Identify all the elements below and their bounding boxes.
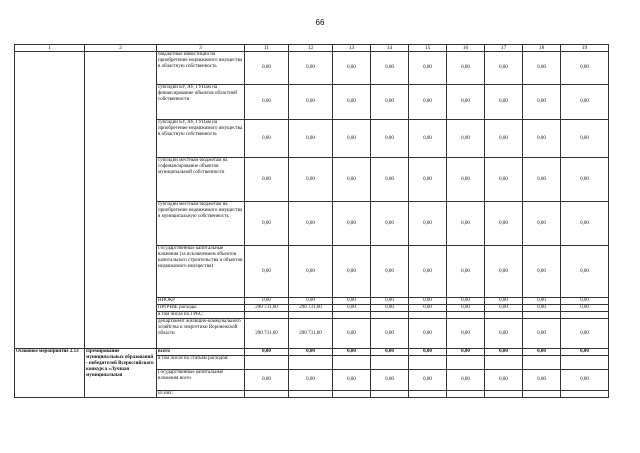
column-header: 11 xyxy=(245,45,289,52)
value-cell: 0,00 xyxy=(245,120,289,158)
row-label: субсидии местным бюджетам на софинансирование объектов муниципальной собственности xyxy=(157,158,245,202)
row-label: из них: xyxy=(157,391,245,398)
row-label: ПРОЧИЕ расходы xyxy=(157,305,245,312)
row-label: субсидии БУ, АУ, ГУПам на приобретение недвижимого имущества в областную собственность xyxy=(157,120,245,158)
column-header: 16 xyxy=(447,45,485,52)
value-cell xyxy=(289,312,333,319)
column-header: 13 xyxy=(333,45,371,52)
column-header: 2 xyxy=(85,45,157,52)
value-cell: 0,00 xyxy=(333,246,371,298)
table-row xyxy=(15,349,609,356)
value-cell: 0,00 xyxy=(409,52,447,85)
value-cell: 0,00 xyxy=(333,85,371,120)
value-cell: 0,00 xyxy=(371,349,409,356)
value-cell: 0,00 xyxy=(561,158,609,202)
budget-table xyxy=(14,44,609,398)
value-cell: 0,00 xyxy=(333,120,371,158)
value-cell: 0,00 xyxy=(523,158,561,202)
value-cell: 0,00 xyxy=(333,158,371,202)
column-header: 17 xyxy=(485,45,523,52)
value-cell xyxy=(245,312,289,319)
value-cell: 0,00 xyxy=(333,319,371,349)
value-cell: 0,00 xyxy=(333,305,371,312)
value-cell: 0,00 xyxy=(561,305,609,312)
value-cell: 0,00 xyxy=(561,52,609,85)
value-cell: 0,00 xyxy=(447,85,485,120)
value-cell xyxy=(409,356,447,370)
value-cell xyxy=(333,312,371,319)
value-cell: 0,00 xyxy=(561,319,609,349)
value-cell: 0,00 xyxy=(333,52,371,85)
value-cell: 0,00 xyxy=(289,298,333,305)
value-cell: 0,00 xyxy=(485,298,523,305)
value-cell: 0,00 xyxy=(523,370,561,391)
value-cell xyxy=(371,391,409,398)
value-cell: 0,00 xyxy=(245,202,289,246)
value-cell: 0,00 xyxy=(447,349,485,356)
value-cell: 0,00 xyxy=(409,120,447,158)
value-cell: 0,00 xyxy=(409,370,447,391)
value-cell: 0,00 xyxy=(485,120,523,158)
value-cell: 0,00 xyxy=(371,52,409,85)
value-cell: 0,00 xyxy=(289,370,333,391)
value-cell: 0,00 xyxy=(447,319,485,349)
value-cell xyxy=(447,312,485,319)
column-header: 12 xyxy=(289,45,333,52)
value-cell: 290 731,60 xyxy=(289,305,333,312)
value-cell: 0,00 xyxy=(561,246,609,298)
value-cell: 0,00 xyxy=(485,305,523,312)
empty-cell xyxy=(15,52,85,349)
row-label: НИОКР xyxy=(157,298,245,305)
value-cell: 290 731,60 xyxy=(245,305,289,312)
value-cell xyxy=(447,391,485,398)
value-cell: 0,00 xyxy=(485,319,523,349)
value-cell xyxy=(289,391,333,398)
value-cell: 0,00 xyxy=(485,349,523,356)
value-cell: 0,00 xyxy=(245,85,289,120)
value-cell: 0,00 xyxy=(289,349,333,356)
value-cell xyxy=(371,312,409,319)
value-cell: 0,00 xyxy=(289,52,333,85)
column-header: 3 xyxy=(157,45,245,52)
value-cell: 0,00 xyxy=(447,246,485,298)
value-cell: 0,00 xyxy=(523,85,561,120)
value-cell: 0,00 xyxy=(485,246,523,298)
value-cell xyxy=(289,356,333,370)
value-cell: 0,00 xyxy=(333,370,371,391)
event-title: Премирование муниципальных образований - победителей Всероссийского конкурса «Лучшая муниципальная xyxy=(85,349,157,398)
value-cell: 0,00 xyxy=(371,298,409,305)
value-cell: 0,00 xyxy=(561,120,609,158)
value-cell xyxy=(523,356,561,370)
value-cell: 0,00 xyxy=(289,158,333,202)
header-row xyxy=(15,45,609,52)
value-cell xyxy=(523,391,561,398)
value-cell: 0,00 xyxy=(447,120,485,158)
value-cell: 0,00 xyxy=(523,319,561,349)
column-header: 15 xyxy=(409,45,447,52)
value-cell: 0,00 xyxy=(289,202,333,246)
value-cell: 0,00 xyxy=(523,52,561,85)
value-cell: 0,00 xyxy=(409,319,447,349)
event-code: Основное мероприятие 2.13 xyxy=(15,349,85,398)
value-cell xyxy=(485,391,523,398)
value-cell xyxy=(561,391,609,398)
value-cell: 0,00 xyxy=(485,85,523,120)
value-cell: 0,00 xyxy=(371,158,409,202)
row-label: субсидии БУ, АУ, ГУПам на финансирование объектов областной собственности xyxy=(157,85,245,120)
value-cell: 0,00 xyxy=(245,52,289,85)
value-cell: 0,00 xyxy=(561,202,609,246)
value-cell: 0,00 xyxy=(409,305,447,312)
row-label: бюджетные инвестиции на приобретение недвижимого имущества в областную собственность xyxy=(157,52,245,85)
value-cell: 0,00 xyxy=(245,298,289,305)
value-cell xyxy=(447,356,485,370)
value-cell: 0,00 xyxy=(289,120,333,158)
column-header: 18 xyxy=(523,45,561,52)
value-cell xyxy=(245,391,289,398)
value-cell: 0,00 xyxy=(485,370,523,391)
value-cell: 0,00 xyxy=(409,202,447,246)
value-cell: 0,00 xyxy=(523,349,561,356)
value-cell xyxy=(561,312,609,319)
value-cell xyxy=(409,391,447,398)
value-cell xyxy=(371,356,409,370)
value-cell: 0,00 xyxy=(409,349,447,356)
row-label: субсидии местным бюджетам на приобретение недвижимого имущества в муниципальную собственность xyxy=(157,202,245,246)
value-cell: 0,00 xyxy=(561,370,609,391)
value-cell: 0,00 xyxy=(561,85,609,120)
value-cell: 290 731,60 xyxy=(289,319,333,349)
row-label: Государственные капитальные вложения (за исключением объектов капитального строительства и объектов недвижимого имущества) xyxy=(157,246,245,298)
value-cell: 0,00 xyxy=(523,305,561,312)
value-cell: 0,00 xyxy=(245,158,289,202)
value-cell: 0,00 xyxy=(371,202,409,246)
value-cell: 0,00 xyxy=(409,246,447,298)
row-label: всего xyxy=(157,349,245,356)
value-cell: 0,00 xyxy=(485,52,523,85)
value-cell: 0,00 xyxy=(485,202,523,246)
page-number: 66 xyxy=(315,18,325,27)
value-cell: 0,00 xyxy=(561,298,609,305)
value-cell: 0,00 xyxy=(333,349,371,356)
column-header: 19 xyxy=(561,45,609,52)
value-cell xyxy=(561,356,609,370)
value-cell: 0,00 xyxy=(561,349,609,356)
value-cell: 0,00 xyxy=(371,370,409,391)
row-label: Государственные капитальные вложения всего xyxy=(157,370,245,391)
value-cell: 0,00 xyxy=(447,52,485,85)
value-cell: 0,00 xyxy=(245,349,289,356)
value-cell xyxy=(523,312,561,319)
value-cell xyxy=(485,312,523,319)
value-cell: 0,00 xyxy=(523,202,561,246)
value-cell: 0,00 xyxy=(371,120,409,158)
value-cell: 0,00 xyxy=(371,85,409,120)
value-cell: 0,00 xyxy=(409,298,447,305)
value-cell xyxy=(333,356,371,370)
value-cell xyxy=(409,312,447,319)
value-cell: 0,00 xyxy=(447,370,485,391)
value-cell: 0,00 xyxy=(447,305,485,312)
value-cell: 0,00 xyxy=(523,120,561,158)
value-cell: 0,00 xyxy=(245,246,289,298)
value-cell: 0,00 xyxy=(523,246,561,298)
value-cell: 0,00 xyxy=(289,246,333,298)
value-cell: 0,00 xyxy=(447,298,485,305)
empty-cell xyxy=(85,52,157,349)
table-row xyxy=(15,52,609,85)
value-cell: 0,00 xyxy=(447,202,485,246)
value-cell: 0,00 xyxy=(371,319,409,349)
row-label: в том числе по ГРБС: xyxy=(157,312,245,319)
value-cell xyxy=(333,391,371,398)
value-cell: 290 731,60 xyxy=(245,319,289,349)
column-header: 14 xyxy=(371,45,409,52)
column-header: 1 xyxy=(15,45,85,52)
value-cell xyxy=(485,356,523,370)
value-cell: 0,00 xyxy=(333,298,371,305)
value-cell: 0,00 xyxy=(447,158,485,202)
value-cell: 0,00 xyxy=(371,246,409,298)
value-cell: 0,00 xyxy=(245,370,289,391)
row-label: департамент жилищно-коммунального хозяйства и энергетики Воронежской области xyxy=(157,319,245,349)
value-cell: 0,00 xyxy=(523,298,561,305)
value-cell: 0,00 xyxy=(371,305,409,312)
value-cell: 0,00 xyxy=(409,158,447,202)
row-label: в том числе по статьям расходов: xyxy=(157,356,245,370)
value-cell: 0,00 xyxy=(409,85,447,120)
value-cell: 0,00 xyxy=(289,85,333,120)
value-cell: 0,00 xyxy=(485,158,523,202)
value-cell: 0,00 xyxy=(333,202,371,246)
value-cell xyxy=(245,356,289,370)
